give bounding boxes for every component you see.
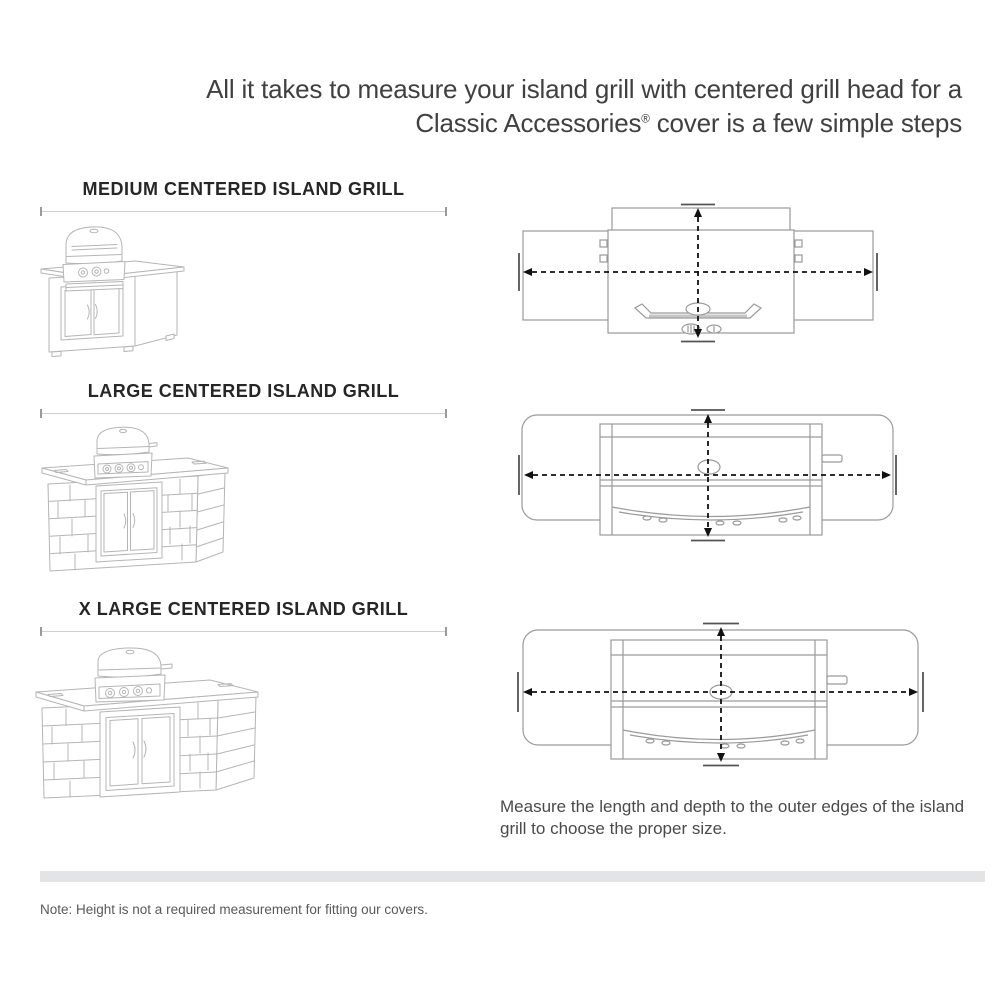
footnote: Note: Height is not a required measurement for fitting our covers.: [40, 902, 428, 917]
section-rule-large: [40, 413, 447, 414]
section-rule-medium: [40, 211, 447, 212]
section-title-large: LARGE CENTERED ISLAND GRILL: [87, 381, 400, 401]
measuring-instruction: Measure the length and depth to the outer edges of the island grill to choose the proper size.: [500, 797, 965, 839]
divider-bar: [40, 871, 985, 882]
title-line-2-rest: cover is a few simple steps: [649, 108, 962, 139]
title-line-2: [30, 106, 962, 140]
large-grill-illustration: [40, 426, 230, 576]
xlarge-grill-illustration: [32, 646, 262, 806]
medium-plan-diagram: [495, 198, 880, 348]
large-plan-diagram: [515, 405, 900, 560]
section-rule-xlarge: [40, 631, 447, 632]
section-title-xlarge: X LARGE CENTERED ISLAND GRILL: [78, 599, 409, 619]
registered-mark: ®: [641, 112, 650, 126]
brand-name: Classic Accessories: [415, 108, 642, 139]
section-title-medium: MEDIUM CENTERED ISLAND GRILL: [82, 179, 405, 199]
title-line-1: All it takes to measure your island grill with centered grill head for a: [206, 74, 962, 104]
page-title: [30, 72, 962, 141]
xlarge-plan-diagram: [510, 620, 930, 780]
medium-grill-illustration: [38, 221, 188, 361]
